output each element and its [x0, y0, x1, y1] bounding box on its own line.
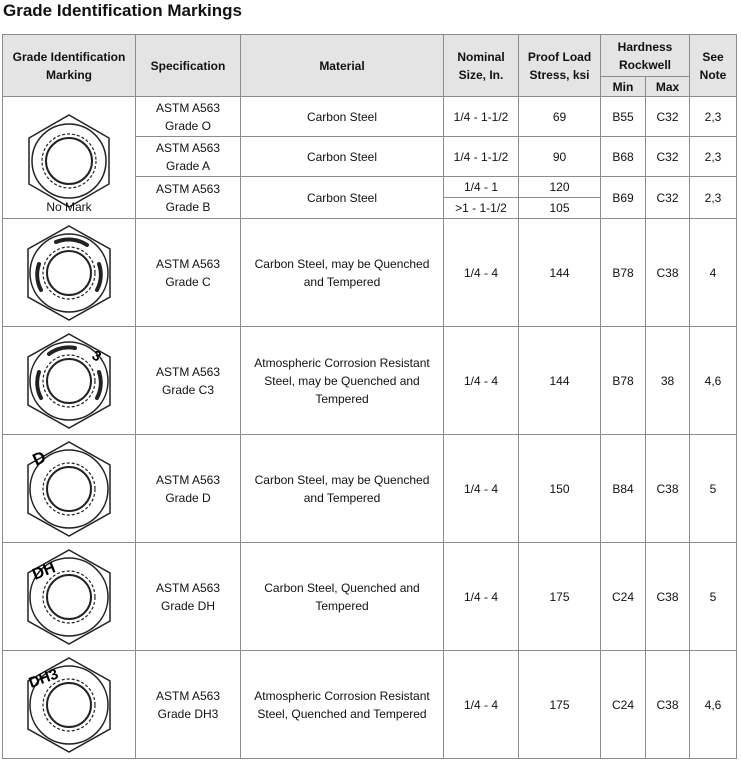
- hardness-max-cell: C32: [646, 97, 690, 137]
- no-mark-label: No Mark: [46, 200, 92, 214]
- grade-markings-table: [2, 34, 737, 759]
- grade-mark-text: D: [29, 446, 49, 470]
- hex-nut-grade-c-icon: [19, 220, 119, 326]
- header-marking: Grade Identification Marking: [3, 35, 136, 97]
- no-mark-nut-cell: [3, 97, 136, 219]
- note-cell: 4,6: [690, 327, 737, 435]
- grade-c3-nut-cell: [3, 327, 136, 435]
- material-cell: Carbon Steel, may be Quenched and Tempered: [241, 219, 444, 327]
- spec-cell: ASTM A563 Grade C3: [136, 327, 241, 435]
- table-row: [3, 651, 737, 759]
- hardness-max-cell: C38: [646, 219, 690, 327]
- proof-cell: 144: [519, 327, 601, 435]
- proof-cell: 175: [519, 651, 601, 759]
- material-cell: Carbon Steel: [241, 97, 444, 137]
- proof-cell: 69: [519, 97, 601, 137]
- proof-cell: 175: [519, 543, 601, 651]
- spec-cell: ASTM A563 Grade DH3: [136, 651, 241, 759]
- size-cell: 1/4 - 1: [444, 177, 519, 198]
- note-cell: 2,3: [690, 137, 737, 177]
- note-cell: 2,3: [690, 97, 737, 137]
- material-cell: Carbon Steel, may be Quenched and Tempered: [241, 435, 444, 543]
- spec-cell: ASTM A563 Grade D: [136, 435, 241, 543]
- material-cell: Carbon Steel: [241, 177, 444, 219]
- hardness-min-cell: B78: [601, 219, 646, 327]
- hardness-max-cell: C38: [646, 651, 690, 759]
- hardness-min-cell: B68: [601, 137, 646, 177]
- grade-d-nut-cell: [3, 435, 136, 543]
- hex-nut-grade-c3-icon: [19, 328, 119, 434]
- material-cell: Carbon Steel, Quenched and Tempered: [241, 543, 444, 651]
- proof-cell: 150: [519, 435, 601, 543]
- hardness-min-cell: B78: [601, 327, 646, 435]
- note-cell: 2,3: [690, 177, 737, 219]
- header-nominal-size: Nominal Size, In.: [444, 35, 519, 97]
- note-cell: 4,6: [690, 651, 737, 759]
- grade-mark-text: DH: [30, 558, 58, 584]
- proof-cell: 90: [519, 137, 601, 177]
- note-cell: 5: [690, 435, 737, 543]
- grade-mark-text: 3: [89, 346, 105, 364]
- material-cell: Carbon Steel: [241, 137, 444, 177]
- header-proof-load: Proof Load Stress, ksi: [519, 35, 601, 97]
- spec-cell: ASTM A563 Grade O: [136, 97, 241, 137]
- grade-dh-nut-cell: [3, 543, 136, 651]
- spec-cell: ASTM A563 Grade A: [136, 137, 241, 177]
- table-row: [3, 543, 737, 651]
- hex-nut-grade-d-icon: [19, 436, 119, 542]
- grade-dh3-nut-cell: [3, 651, 136, 759]
- hardness-min-cell: B84: [601, 435, 646, 543]
- page-title: Grade Identification Markings: [3, 1, 242, 20]
- note-cell: 4: [690, 219, 737, 327]
- header-hardness-min: Min: [601, 77, 646, 97]
- proof-cell: 144: [519, 219, 601, 327]
- hardness-max-cell: C38: [646, 435, 690, 543]
- size-cell: 1/4 - 1-1/2: [444, 137, 519, 177]
- spec-cell: ASTM A563 Grade DH: [136, 543, 241, 651]
- table-row: [3, 97, 737, 137]
- size-cell: 1/4 - 4: [444, 435, 519, 543]
- grade-mark-text: DH3: [26, 665, 61, 692]
- material-cell: Atmospheric Corrosion Resistant Steel, Quenched and Tempered: [241, 651, 444, 759]
- hex-nut-grade-dh-icon: [19, 544, 119, 650]
- note-cell: 5: [690, 543, 737, 651]
- grade-c-nut-cell: [3, 219, 136, 327]
- material-cell: Atmospheric Corrosion Resistant Steel, may be Quenched and Tempered: [241, 327, 444, 435]
- table-row: [3, 435, 737, 543]
- spec-cell: ASTM A563 Grade C: [136, 219, 241, 327]
- proof-cell: 105: [519, 198, 601, 219]
- header-see-note: See Note: [690, 35, 737, 97]
- header-hardness: Hardness Rockwell: [601, 35, 690, 77]
- header-material: Material: [241, 35, 444, 97]
- table-row: [3, 327, 737, 435]
- hex-nut-plain-icon: [19, 106, 119, 210]
- hardness-min-cell: B69: [601, 177, 646, 219]
- size-cell: 1/4 - 4: [444, 651, 519, 759]
- hardness-min-cell: B55: [601, 97, 646, 137]
- spec-cell: ASTM A563 Grade B: [136, 177, 241, 219]
- header-specification: Specification: [136, 35, 241, 97]
- proof-cell: 120: [519, 177, 601, 198]
- hex-nut-grade-dh3-icon: [19, 652, 119, 758]
- size-cell: 1/4 - 4: [444, 219, 519, 327]
- hardness-max-cell: C32: [646, 137, 690, 177]
- hardness-max-cell: 38: [646, 327, 690, 435]
- header-hardness-max: Max: [646, 77, 690, 97]
- hardness-min-cell: C24: [601, 543, 646, 651]
- hardness-max-cell: C38: [646, 543, 690, 651]
- hardness-max-cell: C32: [646, 177, 690, 219]
- size-cell: >1 - 1-1/2: [444, 198, 519, 219]
- size-cell: 1/4 - 4: [444, 327, 519, 435]
- size-cell: 1/4 - 4: [444, 543, 519, 651]
- hardness-min-cell: C24: [601, 651, 646, 759]
- size-cell: 1/4 - 1-1/2: [444, 97, 519, 137]
- table-row: [3, 219, 737, 327]
